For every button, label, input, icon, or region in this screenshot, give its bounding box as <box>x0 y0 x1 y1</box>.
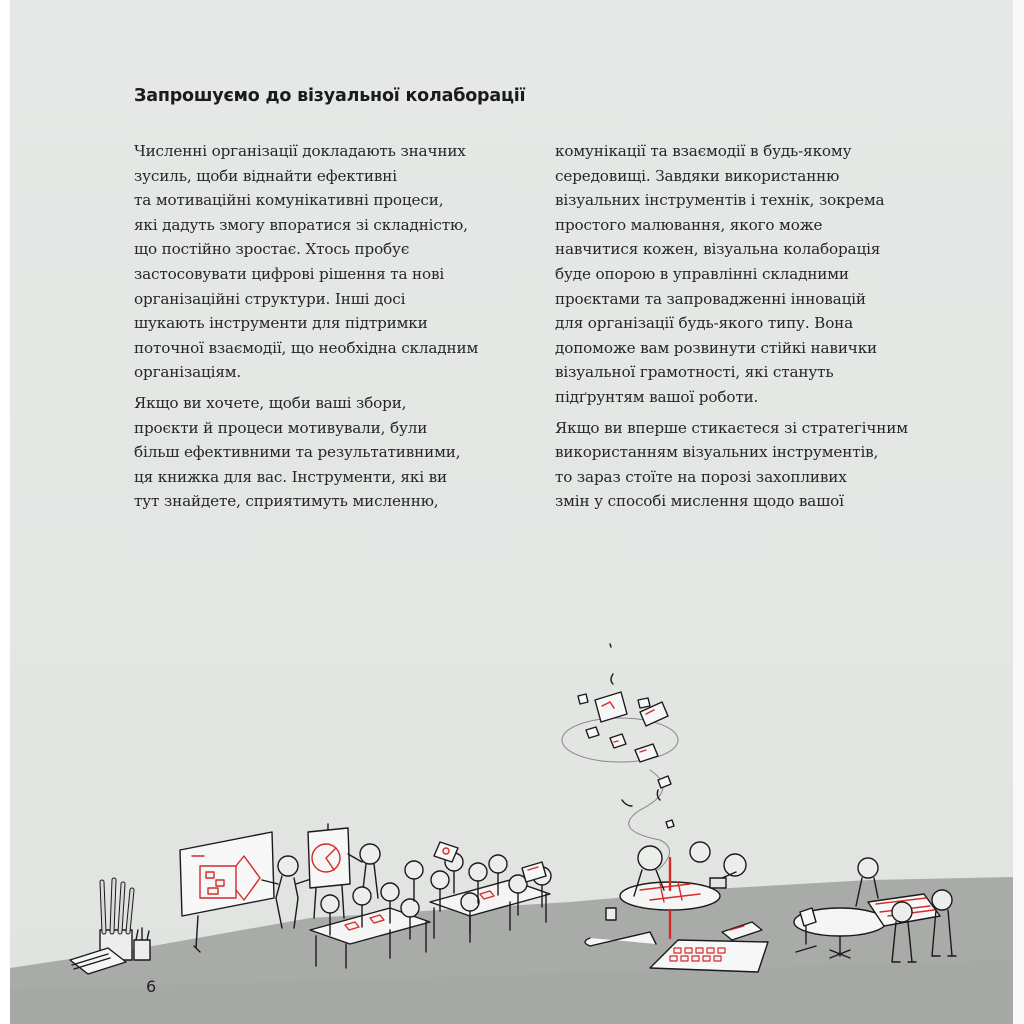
text-line: то зараз стоїте на порозі захопливих <box>555 467 847 486</box>
whiteboard-icon <box>180 832 314 952</box>
text-line: комунікації та взаємодії в будь-якому <box>555 142 852 160</box>
text-line: візуальних інструментів і технік, зокрема <box>555 191 885 210</box>
page-heading: Запрошуємо до візуальної колаборації <box>134 86 526 106</box>
text-line: допоможе вам розвинути стійкі навички <box>555 338 878 357</box>
text-line: ця книжка для вас. Інструменти, які ви <box>134 467 447 486</box>
text-line: організаціям. <box>134 363 242 382</box>
office-collaboration-illustration <box>10 0 1013 1024</box>
text-line: Якщо ви вперше стикаєтеся зі стратегічним <box>555 418 908 437</box>
page-number: 6 <box>146 977 157 996</box>
sticky-notes-sheet-icon <box>650 940 768 972</box>
book-page <box>10 0 1013 1024</box>
team-review-icon <box>794 858 956 962</box>
text-line: зусиль, щоби віднайти ефективні <box>134 166 397 185</box>
text-line: проєктами та запровадженні інновацій <box>555 289 866 308</box>
text-line: поточної взаємодії, що необхідна складним <box>134 338 479 357</box>
text-line: більш ефективними та результативними, <box>134 443 461 462</box>
text-line: навчитися кожен, візуальна колаборація <box>555 240 881 259</box>
text-line: змін у способі мислення щодо вашої <box>555 492 844 511</box>
pie-chart-flipchart-icon <box>308 824 380 918</box>
text-line: простого малювання, якого може <box>555 215 823 234</box>
text-line: що постійно зростає. Хтось пробує <box>134 240 410 259</box>
text-line: організаційні структури. Інші досі <box>134 289 406 308</box>
text-line: використанням візуальних інструментів, <box>555 443 879 462</box>
text-line: підґрунтям вашої роботи. <box>555 387 759 406</box>
text-line: буде опорою в управлінні складними <box>555 264 849 283</box>
paper-tornado-icon <box>562 644 678 870</box>
text-line: середовищі. Завдяки використанню <box>555 166 840 185</box>
page-edge <box>1013 0 1024 1024</box>
text-line: застосовувати цифрові рішення та нові <box>134 264 445 283</box>
round-table-group-icon <box>585 842 762 946</box>
text-line: які дадуть змогу впоратися зі складністю, <box>134 215 468 234</box>
text-line: та мотиваційні комунікативні процеси, <box>134 191 444 210</box>
text-line: Численні організації докладають значних <box>134 142 466 160</box>
text-line: проєкти й процеси мотивували, були <box>134 418 428 437</box>
text-line: візуальної грамотності, які стануть <box>555 363 834 382</box>
text-line: шукають інструменти для підтримки <box>134 314 428 333</box>
text-line: тут знайдете, сприятимуть мисленню, <box>134 492 439 511</box>
paper-rolls-icon <box>70 880 150 974</box>
text-line: Якщо ви хочете, щоби ваші збори, <box>134 393 407 412</box>
text-line: для організації будь-якого типу. Вона <box>555 314 854 333</box>
